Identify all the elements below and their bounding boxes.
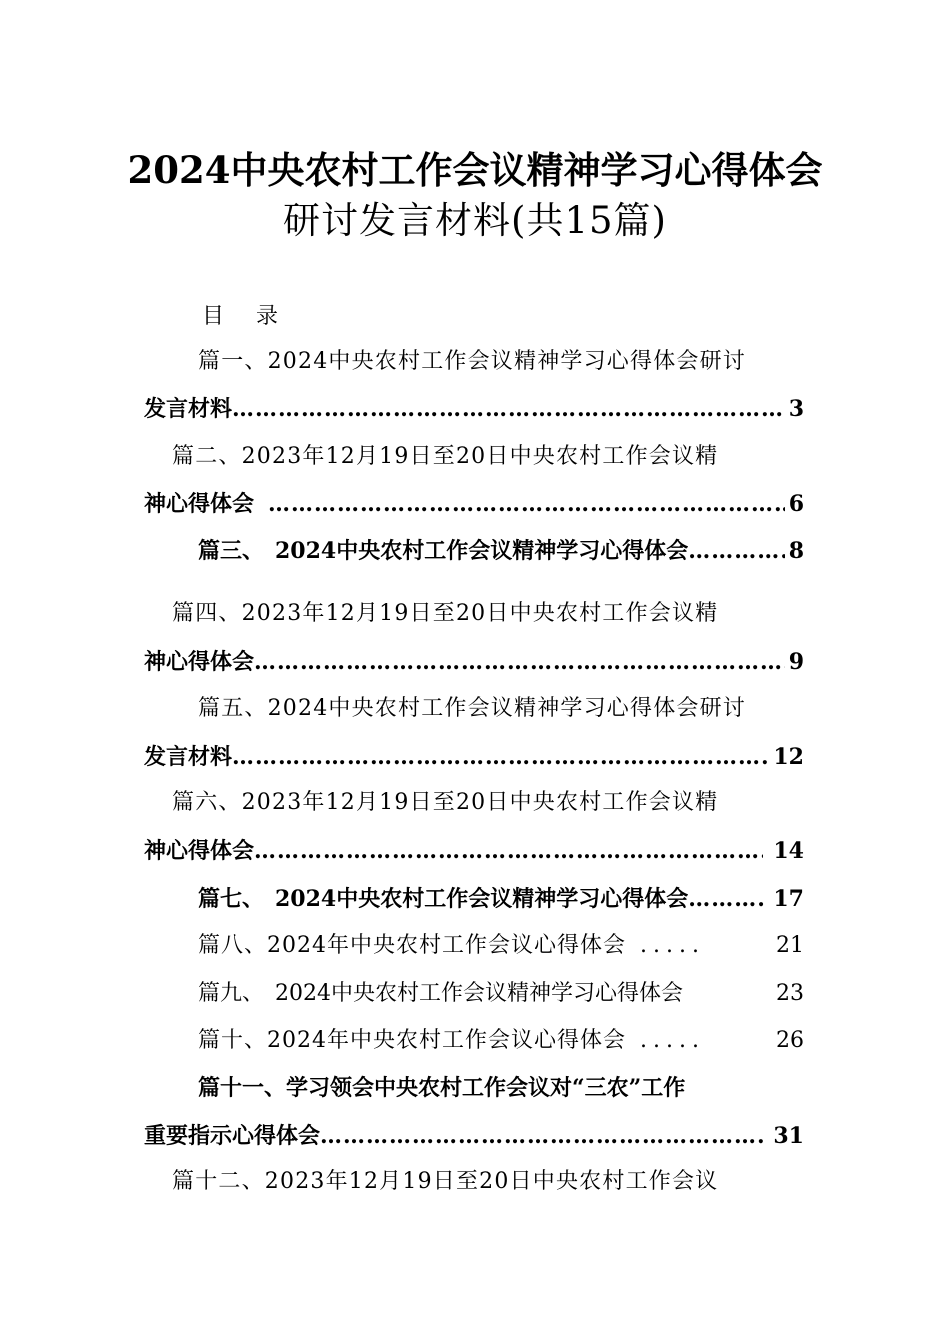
toc-entry-4-line-1[interactable]: 篇四、2023年12月19日至20日中央农村工作会议精 xyxy=(172,601,719,626)
toc-entry-4-page: 9 xyxy=(788,649,804,675)
toc-entry-8-page: 21 xyxy=(776,933,804,958)
toc-entry-5-line-1[interactable]: 篇五、2024中央农村工作会议精神学习心得体会研讨 xyxy=(198,696,746,721)
toc-entry-8[interactable] xyxy=(198,929,804,963)
toc-entry-3-leader xyxy=(688,534,784,568)
toc-entry-4-leader xyxy=(254,645,785,679)
toc-entry-2-leader xyxy=(268,487,785,521)
toc-entry-6-page: 14 xyxy=(773,838,804,864)
toc-heading xyxy=(202,300,278,334)
toc-entry-2-page: 6 xyxy=(788,491,804,517)
toc-entry-5-line-2[interactable] xyxy=(144,740,804,774)
toc-entry-11-text: 重要指示心得体会 xyxy=(144,1123,321,1149)
toc-entry-9-text: 篇九、 2024中央农村工作会议精神学习心得体会 xyxy=(198,981,683,1006)
toc-entry-3[interactable] xyxy=(198,534,804,568)
toc-entry-7-text: 篇七、 2024中央农村工作会议精神学习心得体会 xyxy=(198,886,689,912)
toc-entry-11-leader xyxy=(320,1119,763,1153)
title-line-2: 研讨发言材料(共15篇) xyxy=(283,199,667,242)
toc-entry-4-text: 神心得体会 xyxy=(144,649,255,675)
toc-entry-7[interactable] xyxy=(198,882,804,916)
toc-entry-10[interactable] xyxy=(198,1024,804,1058)
toc-entry-1-line-1[interactable]: 篇一、2024中央农村工作会议精神学习心得体会研讨 xyxy=(198,349,746,374)
toc-entry-9-page: 23 xyxy=(776,981,804,1006)
toc-entry-5-page: 12 xyxy=(773,744,804,770)
toc-entry-8-text: 篇八、2024年中央农村工作会议心得体会 xyxy=(198,933,626,958)
toc-entry-6-text: 神心得体会 xyxy=(144,838,255,864)
toc-entry-1-line-2[interactable] xyxy=(144,392,804,426)
toc-heading-char-2: 录 xyxy=(256,304,279,329)
toc-entry-10-text: 篇十、2024年中央农村工作会议心得体会 xyxy=(198,1028,626,1053)
toc-entry-8-leader: ..... xyxy=(640,933,705,958)
toc-entry-1-leader xyxy=(232,392,785,426)
toc-entry-5-text: 发言材料 xyxy=(144,744,233,770)
toc-entry-2-line-1[interactable]: 篇二、2023年12月19日至20日中央农村工作会议精 xyxy=(172,444,719,469)
toc-entry-5-leader xyxy=(232,740,769,774)
toc-entry-6-leader xyxy=(254,834,763,868)
toc-entry-2-text: 神心得体会 xyxy=(144,491,255,517)
toc-entry-6-line-2[interactable] xyxy=(144,834,804,868)
toc-entry-11-page: 31 xyxy=(773,1123,804,1149)
toc-entry-6-line-1[interactable]: 篇六、2023年12月19日至20日中央农村工作会议精 xyxy=(172,790,719,815)
toc-entry-10-page: 26 xyxy=(776,1028,804,1053)
toc-entry-7-leader xyxy=(688,882,765,916)
toc-entry-1-text: 发言材料 xyxy=(144,396,233,422)
toc-entry-10-leader: ..... xyxy=(640,1028,705,1053)
title-line-1: 2024中央农村工作会议精神学习心得体会 xyxy=(127,148,823,192)
toc-entry-9[interactable] xyxy=(198,977,804,1011)
toc-entry-1-page: 3 xyxy=(788,396,804,422)
toc-entry-11-line-1[interactable]: 篇十一、学习领会中央农村工作会议对“三农”工作 xyxy=(198,1075,686,1101)
toc-entry-12-line-1[interactable]: 篇十二、2023年12月19日至20日中央农村工作会议 xyxy=(172,1169,719,1194)
toc-entry-3-page: 8 xyxy=(788,538,804,564)
toc-entry-11-line-2[interactable] xyxy=(144,1119,804,1153)
toc-entry-3-text: 篇三、 2024中央农村工作会议精神学习心得体会 xyxy=(198,538,689,564)
toc-entry-7-page: 17 xyxy=(773,886,804,912)
toc-entry-4-line-2[interactable] xyxy=(144,645,804,679)
toc-heading-char-1: 目 xyxy=(202,304,225,329)
toc-entry-2-line-2[interactable] xyxy=(144,487,804,521)
